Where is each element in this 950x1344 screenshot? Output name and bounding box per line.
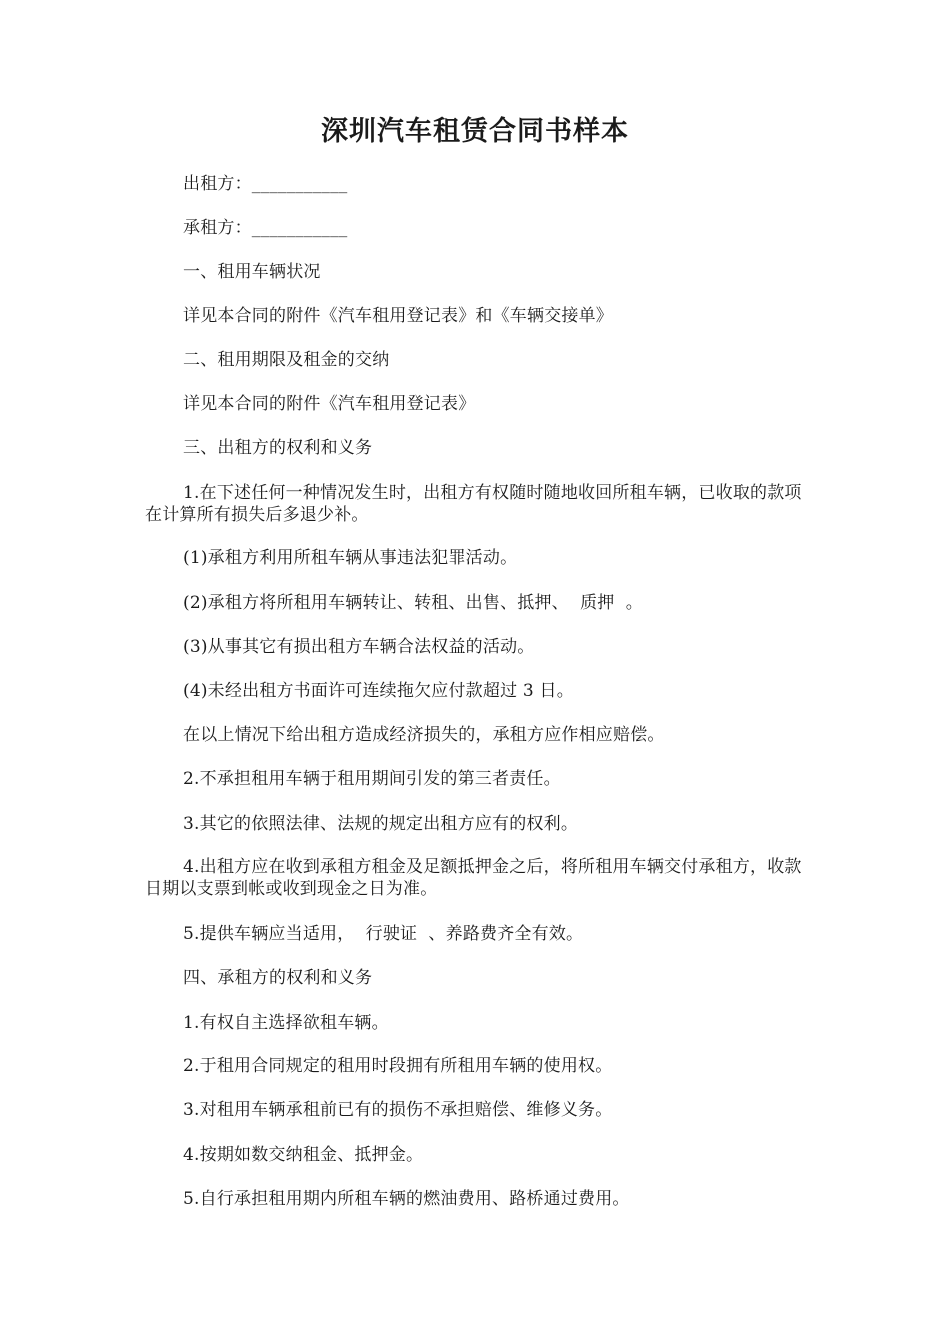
paragraph: 详见本合同的附件《汽车租用登记表》和《车辆交接单》 [183,306,613,326]
clause-paragraph: 5.提供车辆应当适用， 行驶证 、养路费齐全有效。 [183,924,584,944]
clause-paragraph: 3.对租用车辆承租前已有的损伤不承担赔偿、维修义务。 [183,1100,613,1120]
sub-clause: (3)从事其它有损出租方车辆合法权益的活动。 [183,637,535,657]
section-heading-2: 二、租用期限及租金的交纳 [183,350,390,370]
section-heading-3: 三、出租方的权利和义务 [183,438,373,458]
document-title: 深圳汽车租赁合同书样本 [321,116,629,147]
sub-clause: (2)承租方将所租用车辆转让、转租、出售、抵押、 质押 。 [183,593,643,613]
clause-paragraph: 2.不承担租用车辆于租用期间引发的第三者责任。 [183,769,561,789]
clause-paragraph: 1.有权自主选择欲租车辆。 [183,1013,389,1033]
section-heading-1: 一、租用车辆状况 [183,262,321,282]
lessor-line: 出租方：___________ [183,174,348,194]
clause-paragraph: 3.其它的依照法律、法规的规定出租方应有的权利。 [183,814,579,834]
section-heading-4: 四、承租方的权利和义务 [183,968,373,988]
paragraph: 在以上情况下给出租方造成经济损失的，承租方应作相应赔偿。 [183,725,665,745]
clause-paragraph: 5.自行承担租用期内所租车辆的燃油费用、路桥通过费用。 [183,1189,630,1209]
lessee-line: 承租方：___________ [183,218,348,238]
clause-paragraph: 2.于租用合同规定的租用时段拥有所租用车辆的使用权。 [183,1056,613,1076]
paragraph: 详见本合同的附件《汽车租用登记表》 [183,394,476,414]
sub-clause: (1)承租方利用所租车辆从事违法犯罪活动。 [183,548,518,568]
clause-paragraph: 4.按期如数交纳租金、抵押金。 [183,1145,424,1165]
clause-paragraph: 4.出租方应在收到承租方租金及足额抵押金之后，将所租用车辆交付承租方，收款日期以支票到帐或收到现金之日为准。 [145,857,802,899]
clause-paragraph: 1.在下述任何一种情况发生时，出租方有权随时随地收回所租车辆，已收取的款项在计算所有损失后多退少补。 [145,483,802,525]
sub-clause: (4)未经出租方书面许可连续拖欠应付款超过 3 日。 [183,681,574,701]
